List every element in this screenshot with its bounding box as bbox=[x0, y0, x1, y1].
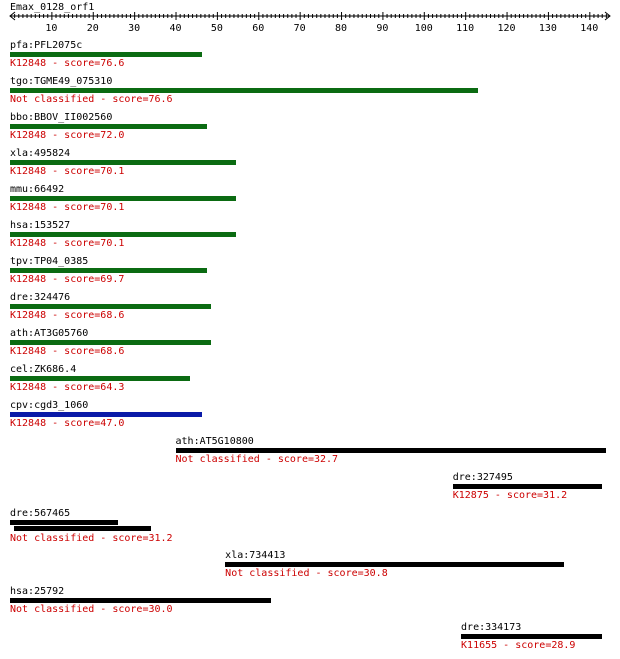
hit-score-link[interactable]: K12848 - score=47.0 bbox=[10, 418, 125, 429]
alignment-bar[interactable] bbox=[10, 52, 202, 57]
ruler-tick-label: 140 bbox=[580, 23, 599, 34]
ruler-tick-label: 80 bbox=[335, 23, 348, 34]
alignment-bar[interactable] bbox=[10, 232, 236, 237]
hit-score-link[interactable]: Not classified - score=30.8 bbox=[225, 568, 388, 579]
hit-score-link[interactable]: K12848 - score=70.1 bbox=[10, 166, 125, 177]
alignment-bar[interactable] bbox=[225, 562, 564, 567]
hit-gene-link[interactable]: dre:324476 bbox=[10, 292, 71, 303]
hit-score-link[interactable]: Not classified - score=32.7 bbox=[175, 454, 339, 465]
hit-gene-link[interactable]: dre:334173 bbox=[461, 622, 522, 633]
hit-score-link[interactable]: K12848 - score=68.6 bbox=[10, 310, 125, 321]
ruler-tick-label: 120 bbox=[497, 23, 516, 34]
hit-score-link[interactable]: K12848 - score=64.3 bbox=[10, 382, 125, 393]
ruler-tick-label: 30 bbox=[128, 23, 141, 34]
ruler-tick-label: 40 bbox=[169, 23, 182, 34]
hit-gene-link[interactable]: mmu:66492 bbox=[10, 184, 65, 195]
alignment-bar[interactable] bbox=[10, 88, 478, 93]
hit-score-link[interactable]: K12848 - score=70.1 bbox=[10, 202, 125, 213]
alignment-bar[interactable] bbox=[10, 412, 202, 417]
hit-score-link[interactable]: K12848 - score=70.1 bbox=[10, 238, 125, 249]
ruler-tick-label: 130 bbox=[538, 23, 557, 34]
alignment-bar[interactable] bbox=[10, 598, 271, 603]
hit-score-link[interactable]: K12875 - score=31.2 bbox=[452, 490, 568, 501]
hit-gene-link[interactable]: hsa:153527 bbox=[10, 220, 71, 231]
alignment-bar[interactable] bbox=[461, 634, 602, 639]
hit-gene-link[interactable]: dre:327495 bbox=[452, 472, 513, 483]
hit-score-link[interactable]: K12848 - score=72.0 bbox=[10, 130, 125, 141]
hit-gene-link[interactable]: tpv:TP04_0385 bbox=[10, 256, 89, 267]
hit-gene-link[interactable]: bbo:BBOV_II002560 bbox=[10, 112, 113, 123]
alignment-bar[interactable] bbox=[10, 196, 236, 201]
ruler-tick-label: 50 bbox=[210, 23, 223, 34]
hit-gene-link[interactable]: cel:ZK686.4 bbox=[10, 364, 77, 375]
ruler-tick-label: 60 bbox=[252, 23, 265, 34]
query-title: Emax_0128_orf1 bbox=[10, 2, 95, 13]
ruler-tick-label: 20 bbox=[86, 23, 99, 34]
alignment-bar[interactable] bbox=[10, 520, 118, 525]
ruler-tick-label: 90 bbox=[376, 23, 389, 34]
hit-gene-link[interactable]: cpv:cgd3_1060 bbox=[10, 400, 89, 411]
alignment-bar[interactable] bbox=[10, 304, 211, 309]
hit-gene-link[interactable]: ath:AT5G10800 bbox=[175, 436, 254, 447]
hit-gene-link[interactable]: ath:AT3G05760 bbox=[10, 328, 89, 339]
alignment-bar[interactable] bbox=[453, 484, 602, 489]
hit-gene-link[interactable]: xla:734413 bbox=[225, 550, 286, 561]
hit-gene-link[interactable]: xla:495824 bbox=[10, 148, 71, 159]
position-ruler bbox=[0, 0, 620, 36]
ruler-tick-label: 100 bbox=[414, 23, 433, 34]
alignment-bar[interactable] bbox=[10, 160, 236, 165]
hit-score-link[interactable]: K12848 - score=68.6 bbox=[10, 346, 125, 357]
alignment-bar[interactable] bbox=[10, 268, 207, 273]
hit-score-link[interactable]: K12848 - score=69.7 bbox=[10, 274, 125, 285]
hit-score-link[interactable]: Not classified - score=31.2 bbox=[10, 533, 173, 544]
hit-score-link[interactable]: K12848 - score=76.6 bbox=[10, 58, 125, 69]
alignment-bar[interactable] bbox=[10, 376, 190, 381]
ruler-tick-label: 70 bbox=[293, 23, 306, 34]
alignment-bar[interactable] bbox=[176, 448, 606, 453]
hit-gene-link[interactable]: hsa:25792 bbox=[10, 586, 65, 597]
hit-score-link[interactable]: Not classified - score=76.6 bbox=[10, 94, 173, 105]
ruler-tick-label: 110 bbox=[456, 23, 475, 34]
hit-gene-link[interactable]: pfa:PFL2075c bbox=[10, 40, 83, 51]
hit-score-link[interactable]: K11655 - score=28.9 bbox=[461, 640, 576, 651]
hit-gene-link[interactable]: dre:567465 bbox=[10, 508, 71, 519]
ruler-tick-label: 10 bbox=[45, 23, 58, 34]
alignment-bar[interactable] bbox=[10, 124, 207, 129]
alignment-bar[interactable] bbox=[14, 526, 151, 531]
alignment-bar[interactable] bbox=[10, 340, 211, 345]
hit-gene-link[interactable]: tgo:TGME49_075310 bbox=[10, 76, 113, 87]
hit-score-link[interactable]: Not classified - score=30.0 bbox=[10, 604, 173, 615]
